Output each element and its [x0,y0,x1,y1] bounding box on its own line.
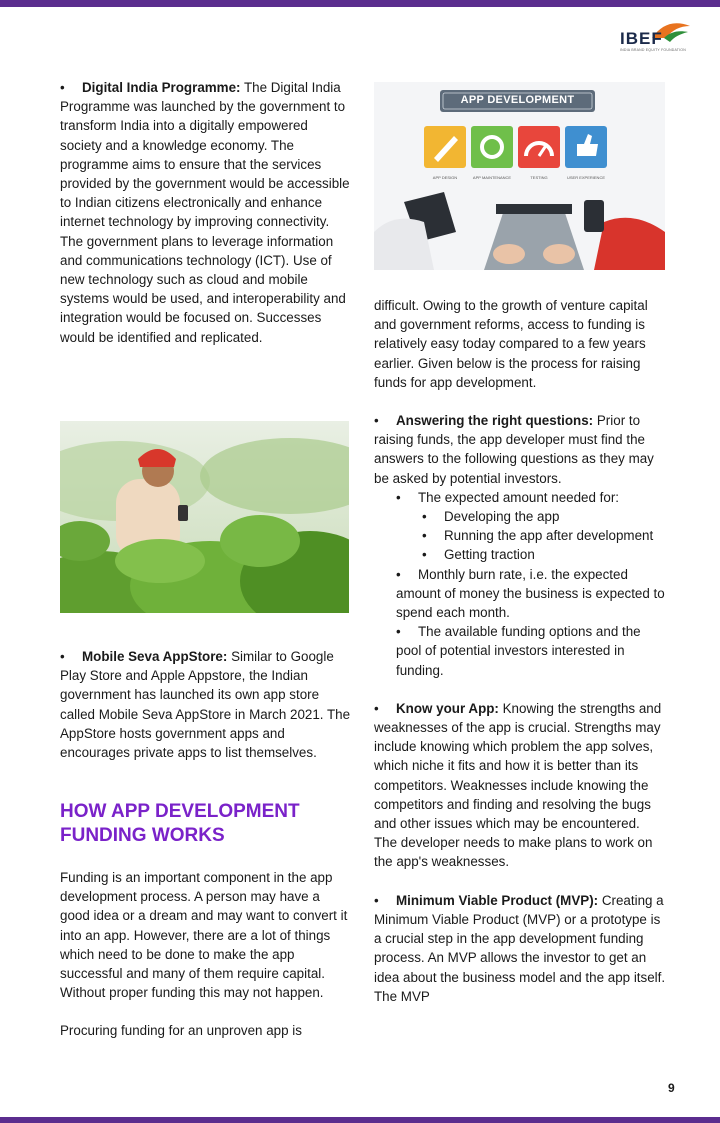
know-your-app-title: Know your App: [396,700,499,716]
tile-label-testing: TESTING [530,175,548,180]
mobile-seva-text: Similar to Google Play Store and Apple Appstore, the Indian government has launched its own app store called Mobile Seva AppStore in March 2021. The AppStore hosts government apps and encourages private apps to list themselves. [60,649,351,761]
bullet: • [374,413,379,429]
developing-text: Developing the app [444,509,560,525]
bullet: • [374,700,379,716]
bullet: • [60,649,65,664]
banner-text: APP DEVELOPMENT [460,94,575,106]
left-column-top [60,78,352,347]
question-amount-text: The expected amount needed for: [418,489,619,505]
farmer-photo [60,421,349,613]
bullet: • [422,528,427,544]
logo-text: IBEF [620,29,663,48]
bullet: • [422,547,427,563]
question-burn-rate [374,565,666,623]
left-column-bottom [60,868,352,1041]
bottom-accent-bar [0,1117,720,1123]
page-number: 9 [668,1081,675,1095]
bullet: • [396,566,401,582]
ibef-logo [620,18,692,52]
left-column-mobile-seva [60,647,352,762]
question-amount [374,488,666,507]
tile-label-app-maintenance: APP MAINTENANCE [472,175,512,180]
digital-india-item [60,78,352,347]
right-column [374,296,666,1006]
traction-text: Getting traction [444,547,535,563]
know-your-app-text: Knowing the strengths and weaknesses of the app is crucial. Strengths may include knowing which problem the app solves, which niche it fits and how it is better than its competitors. Weaknesses include knowing the competitors and finding and resolving the bugs and other issues which may be encountered. The developer needs to make plans to work on the app's weaknesses. [374,700,662,870]
question-funding-options [374,622,666,680]
section-heading: HOW APP DEVELOPMENT FUNDING WORKS [60,801,300,846]
funding-paragraph: Funding is an important component in the app development process. A person may have a good idea or a dream and may want to convert it into an app. However, there are a lot of things which need to be done to make the app successful and many of them require capital. Without proper funding this may not happen. [60,870,348,1001]
burn-rate-text: Monthly burn rate, i.e. the expected amount of money the business is expected to spend each month. [396,566,665,621]
running-text: Running the app after development [444,528,654,544]
questions-text: Prior to raising funds, the app developer must find the answers to the following questions as they may be asked by potential investors. [374,413,654,486]
logo-subtitle: INDIA BRAND EQUITY FOUNDATION [620,48,686,52]
tile-label-user-experience: USER EXPERIENCE [566,175,605,180]
bullet: • [60,80,65,95]
tile-label-app-design: APP DESIGN [432,175,458,180]
questions-title: Answering the right questions: [396,413,594,429]
digital-india-title: Digital India Programme: [82,80,241,95]
procuring-paragraph: Procuring funding for an unproven app is [60,1023,302,1039]
mvp-text: Creating a Minimum Viable Product (MVP) or a prototype is a crucial step in the app development funding process. An MVP allows the investor to get an idea about the business model and the app itself. The MVP [374,892,666,1004]
question-amount-traction [374,545,666,564]
bullet: • [396,489,401,505]
digital-india-text: The Digital India Programme was launched by the government to transform India into a digitally empowered society and a knowledge economy. The programme aims to ensure that the services provided by the government would be accessible to Indian citizens electronically and enhance internet technology by improving connectivity. The government plans to leverage information and communications technology (ICT). Use of new technology such as cloud and mobile systems would be used, and interoperability and integration would be focused on. Successes would be identified and replicated. [60,80,350,345]
mobile-seva-item [60,647,352,762]
question-amount-running [374,526,666,545]
question-amount-developing [374,507,666,526]
bullet: • [396,624,401,640]
mobile-seva-title: Mobile Seva AppStore: [82,649,228,664]
mvp-item [374,891,666,1006]
bullet: • [374,892,379,908]
questions-item [374,411,666,488]
bullet: • [422,509,427,525]
app-development-illustration [374,82,665,270]
top-accent-bar [0,0,720,7]
mvp-title: Minimum Viable Product (MVP): [396,892,599,908]
funding-options-text: The available funding options and the pool of potential investors interested in funding. [396,624,641,678]
continuation-paragraph: difficult. Owing to the growth of venture capital and government reforms, access to funding is relatively easy today compared to a few years earlier. Given below is the process for raising funds for app development. [374,298,648,390]
know-your-app-item [374,699,666,872]
